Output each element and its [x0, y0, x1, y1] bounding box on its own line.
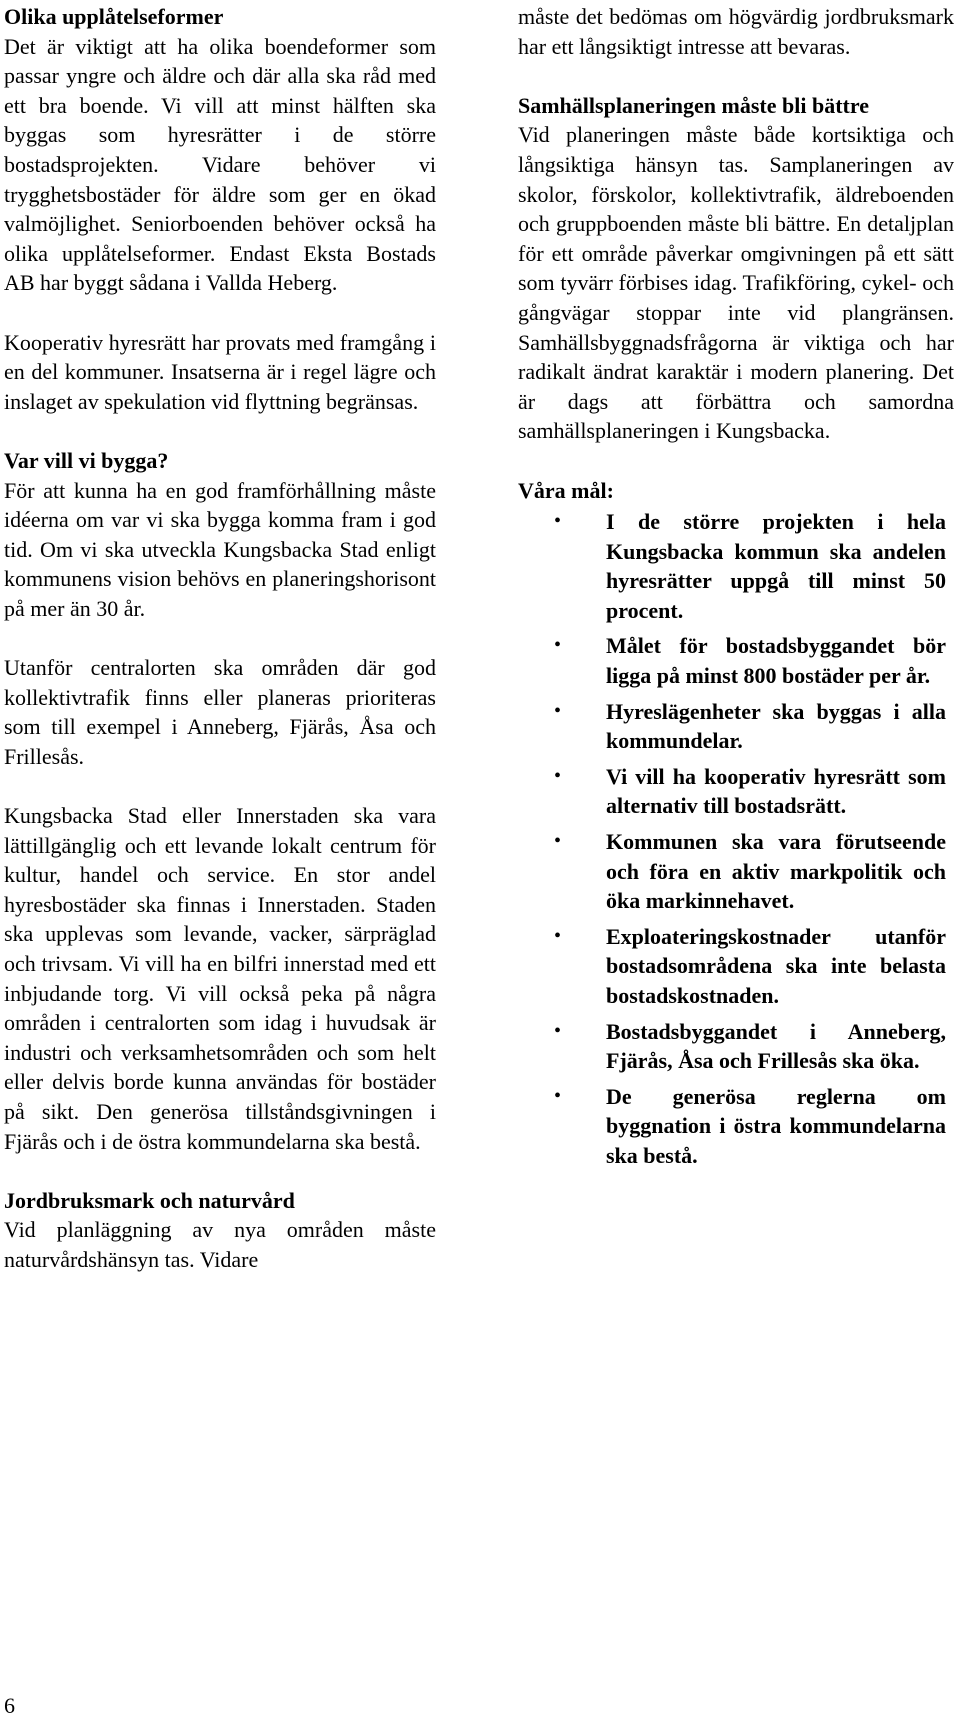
- bullet-icon: •: [554, 924, 562, 947]
- paragraph-framforhallning: För att kunna ha en god framförhållning måste idéerna om var vi ska bygga komma fram i god tid. Om vi ska utveckla Kungsbacka Stad enligt kommunens vision behövs en planeringshorisont på mer än 30 år.: [4, 477, 436, 621]
- left-column: [4, 2, 436, 1275]
- bullet-icon: •: [554, 830, 562, 853]
- bullet-icon: •: [554, 764, 562, 787]
- goal-list-item: [554, 827, 954, 916]
- goal-text: Kommunen ska vara förutseende och föra en aktiv markpolitik och öka markinnehavet.: [606, 829, 946, 914]
- goal-list-item: [554, 922, 954, 1011]
- section-heading-upplatelseformer: Olika upplåtelseformer: [4, 4, 224, 29]
- goal-text: Hyreslägenheter ska byggas i alla kommundelar.: [606, 698, 946, 754]
- bullet-icon: •: [554, 510, 562, 533]
- bullet-icon: •: [554, 1019, 562, 1042]
- goal-text: I de större projekten i hela Kungsbacka kommun ska andelen hyresrätter uppgå till minst 50 procent.: [606, 509, 946, 623]
- bullet-icon: •: [554, 699, 562, 722]
- goals-list: [518, 507, 954, 1170]
- paragraph-utanfor-centralorten: Utanför centralorten ska områden där god kollektivtrafik finns eller planeras prioriteras som till exempel i Anneberg, Fjärås, Åsa och Frillesås.: [4, 655, 436, 769]
- section-heading-samhallsplanering: Samhällsplaneringen måste bli bättre: [518, 92, 870, 118]
- section-heading-vara-mal: Våra mål:: [518, 477, 614, 503]
- goal-list-item: [554, 507, 954, 625]
- goal-text: Exploateringskostnader utanför bostadsområdena ska inte belasta bostadskostnaden.: [606, 923, 946, 1008]
- goal-text: De generösa reglerna om byggnation i östra kommundelarna ska bestå.: [606, 1083, 946, 1168]
- goal-text: Bostadsbyggandet i Anneberg, Fjärås, Åsa och Frillesås ska öka.: [606, 1018, 946, 1074]
- paragraph-planeringen: Vid planeringen måste både kortsiktiga och långsiktiga hänsyn tas. Samplaneringen av skolor, förskolor, kollektivtrafik, äldreboenden och gruppboenden måste bli bättre. En detaljplan för ett område påverkar omgivningen på ett sätt som tyvärr förbises idag. Trafikföring, cykel- och gångvägar stoppar inte vid plangränsen. Samhällsbyggnadsfrågorna är viktiga och har radikalt ändrat karaktär i modern planering. Det är dags att förbättra och samordna samhällsplaneringen i Kungsbacka.: [518, 122, 954, 444]
- bullet-icon: •: [554, 1084, 562, 1107]
- section-heading-var-bygga: Var vill vi bygga?: [4, 447, 169, 473]
- section-heading-jordbruksmark: Jordbruksmark och naturvård: [4, 1187, 295, 1213]
- goal-list-item: [554, 697, 954, 756]
- bullet-icon: •: [554, 634, 562, 657]
- goal-list-item: [554, 1017, 954, 1076]
- goal-list-item: [554, 631, 954, 690]
- paragraph-boendeformer: Det är viktigt att ha olika boendeformer som passar yngre och äldre och där alla ska råd med ett bra boende. Vi vill att minst hälften ska byggas som hyresrätter i de större bostadsprojekten. Vidare behöver vi trygghetsbostäder för äldre som ger en ökad valmöjlighet. Seniorboenden behöver också ha olika upplåtelseformer. Endast Eksta Bostads AB har byggt sådana i Vallda Heberg.: [4, 33, 436, 296]
- goal-text: Vi vill ha kooperativ hyresrätt som alternativ till bostadsrätt.: [606, 763, 946, 819]
- paragraph-planlaggning: Vid planläggning av nya områden måste naturvårdshänsyn tas. Vidare: [4, 1217, 436, 1272]
- page-number: 6: [4, 1693, 15, 1718]
- paragraph-kooperativ: Kooperativ hyresrätt har provats med framgång i en del kommuner. Insatserna är i regel lägre och inslaget av spekulation vid flyttning begränsas.: [4, 329, 436, 414]
- paragraph-hogvardig-jordbruksmark: måste det bedömas om högvärdig jordbruksmark har ett långsiktigt intresse att bevaras.: [518, 4, 954, 59]
- goal-list-item: [554, 762, 954, 821]
- paragraph-innerstaden: Kungsbacka Stad eller Innerstaden ska vara lättillgänglig och ett levande lokalt centrum för kultur, handel och service. En stor andel hyresbostäder ska finnas i Innerstaden. Staden ska upplevas som levande, vacker, särpräglad och trivsam. Vi vill ha en bilfri innerstad med ett inbjudande torg. Vi vill också peka på några områden i centralorten som idag i huvudsak är industri och verksamhetsområden och som helt eller delvis borde kunna användas för bostäder på sikt. Den generösa tillståndsgivningen i Fjärås och i de östra kommundelarna ska bestå.: [4, 803, 436, 1154]
- goal-list-item: [554, 1082, 954, 1171]
- right-column: [518, 2, 954, 1177]
- goal-text: Målet för bostadsbyggandet bör ligga på minst 800 bostäder per år.: [606, 633, 946, 689]
